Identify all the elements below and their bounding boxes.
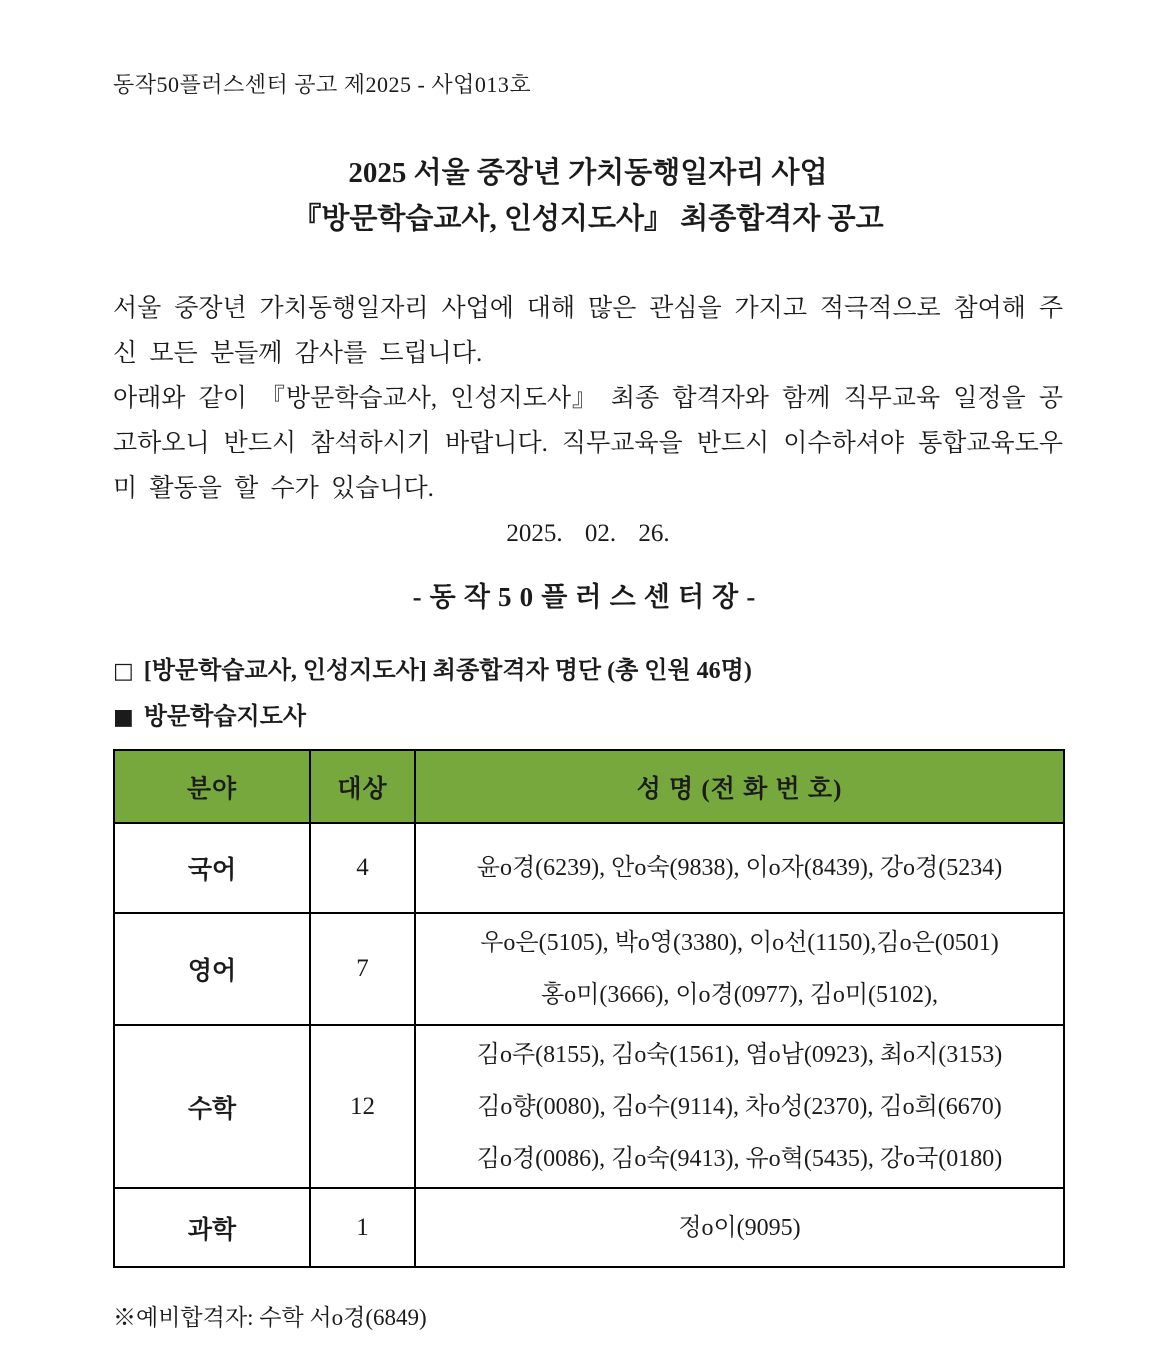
col-header-names: 성 명 (전 화 번 호) (415, 750, 1064, 823)
empty-square-icon: □ (113, 659, 134, 684)
title-line-2: 『방문학습교사, 인성지도사』 최종합격자 공고 (292, 203, 884, 235)
count-cell: 1 (310, 1188, 415, 1267)
col-header-field: 분야 (114, 750, 310, 823)
body-text (113, 286, 1063, 511)
table-row (114, 913, 1064, 1025)
names-cell (415, 1188, 1064, 1267)
table-header-row (114, 750, 1064, 823)
title-line-1: 2025 서울 중장년 가치동행일자리 사업 (348, 157, 828, 189)
count-cell: 12 (310, 1025, 415, 1188)
filled-square-icon: ■ (113, 705, 134, 730)
table-body (114, 823, 1064, 1267)
field-cell: 수학 (114, 1025, 310, 1188)
name-line: 김o경(0086), 김o숙(9413), 유o혁(5435), 강o국(0180) (476, 1145, 1003, 1172)
names-cell (415, 913, 1064, 1025)
section-heading-visiting-teacher (113, 700, 1063, 735)
name-line: 홍o미(3666), 이o경(0977), 김o미(5102), (540, 982, 939, 1008)
section-heading-final-list-label: [방문학습교사, 인성지도사] 최종합격자 명단 (총 인원 46명) (143, 658, 752, 684)
col-header-count: 대상 (310, 750, 415, 823)
name-line: 윤o경(6239), 안o숙(9838), 이o자(8439), 강o경(5234) (476, 855, 1003, 881)
name-line: 우o은(5105), 박o영(3380), 이o선(1150),김o은(0501) (480, 930, 999, 956)
announcement-title (113, 150, 1063, 242)
names-cell (415, 823, 1064, 913)
paragraph-thanks: 서울 중장년 가치동행일자리 사업에 대해 많은 관심을 가지고 적극적으로 참여해 주신 모든 분들께 감사를 드립니다. (113, 295, 1063, 367)
field-cell: 국어 (114, 823, 310, 913)
field-cell: 과학 (114, 1188, 310, 1267)
section-heading-final-list (113, 654, 1063, 689)
announcement-date: 2025. 02. 26. (506, 520, 670, 547)
table-row (114, 1025, 1064, 1188)
reserve-pass-footnote: ※예비합격자: 수학 서o경(6849) (113, 1305, 427, 1330)
count-cell: 7 (310, 913, 415, 1025)
names-cell (415, 1025, 1064, 1188)
table-header (114, 750, 1064, 823)
field-cell: 영어 (114, 913, 310, 1025)
paragraph-notice: 아래와 같이 『방문학습교사, 인성지도사』 최종 합격자와 함께 직무교육 일정을 공고하오니 반드시 참석하시기 바랍니다. 직무교육을 반드시 이수하셔야 통합교육도우미 활동을 할 수가 있습니다. (113, 385, 1063, 502)
name-line: 김o향(0080), 김o수(9114), 차o성(2370), 김o희(6670) (477, 1093, 1002, 1120)
signature-line: -동작50플러스센터장- (412, 582, 764, 612)
table-row (114, 1188, 1064, 1267)
name-line: 김o주(8155), 김o숙(1561), 염o남(0923), 최o지(3153) (476, 1041, 1003, 1068)
name-line: 정o이(9095) (678, 1214, 801, 1241)
table-row (114, 823, 1064, 913)
section-heading-visiting-teacher-label: 방문학습지도사 (143, 704, 307, 730)
final-pass-table (113, 749, 1065, 1268)
doc-number: 동작50플러스센터 공고 제2025 - 사업013호 (113, 72, 532, 97)
count-cell: 4 (310, 823, 415, 913)
